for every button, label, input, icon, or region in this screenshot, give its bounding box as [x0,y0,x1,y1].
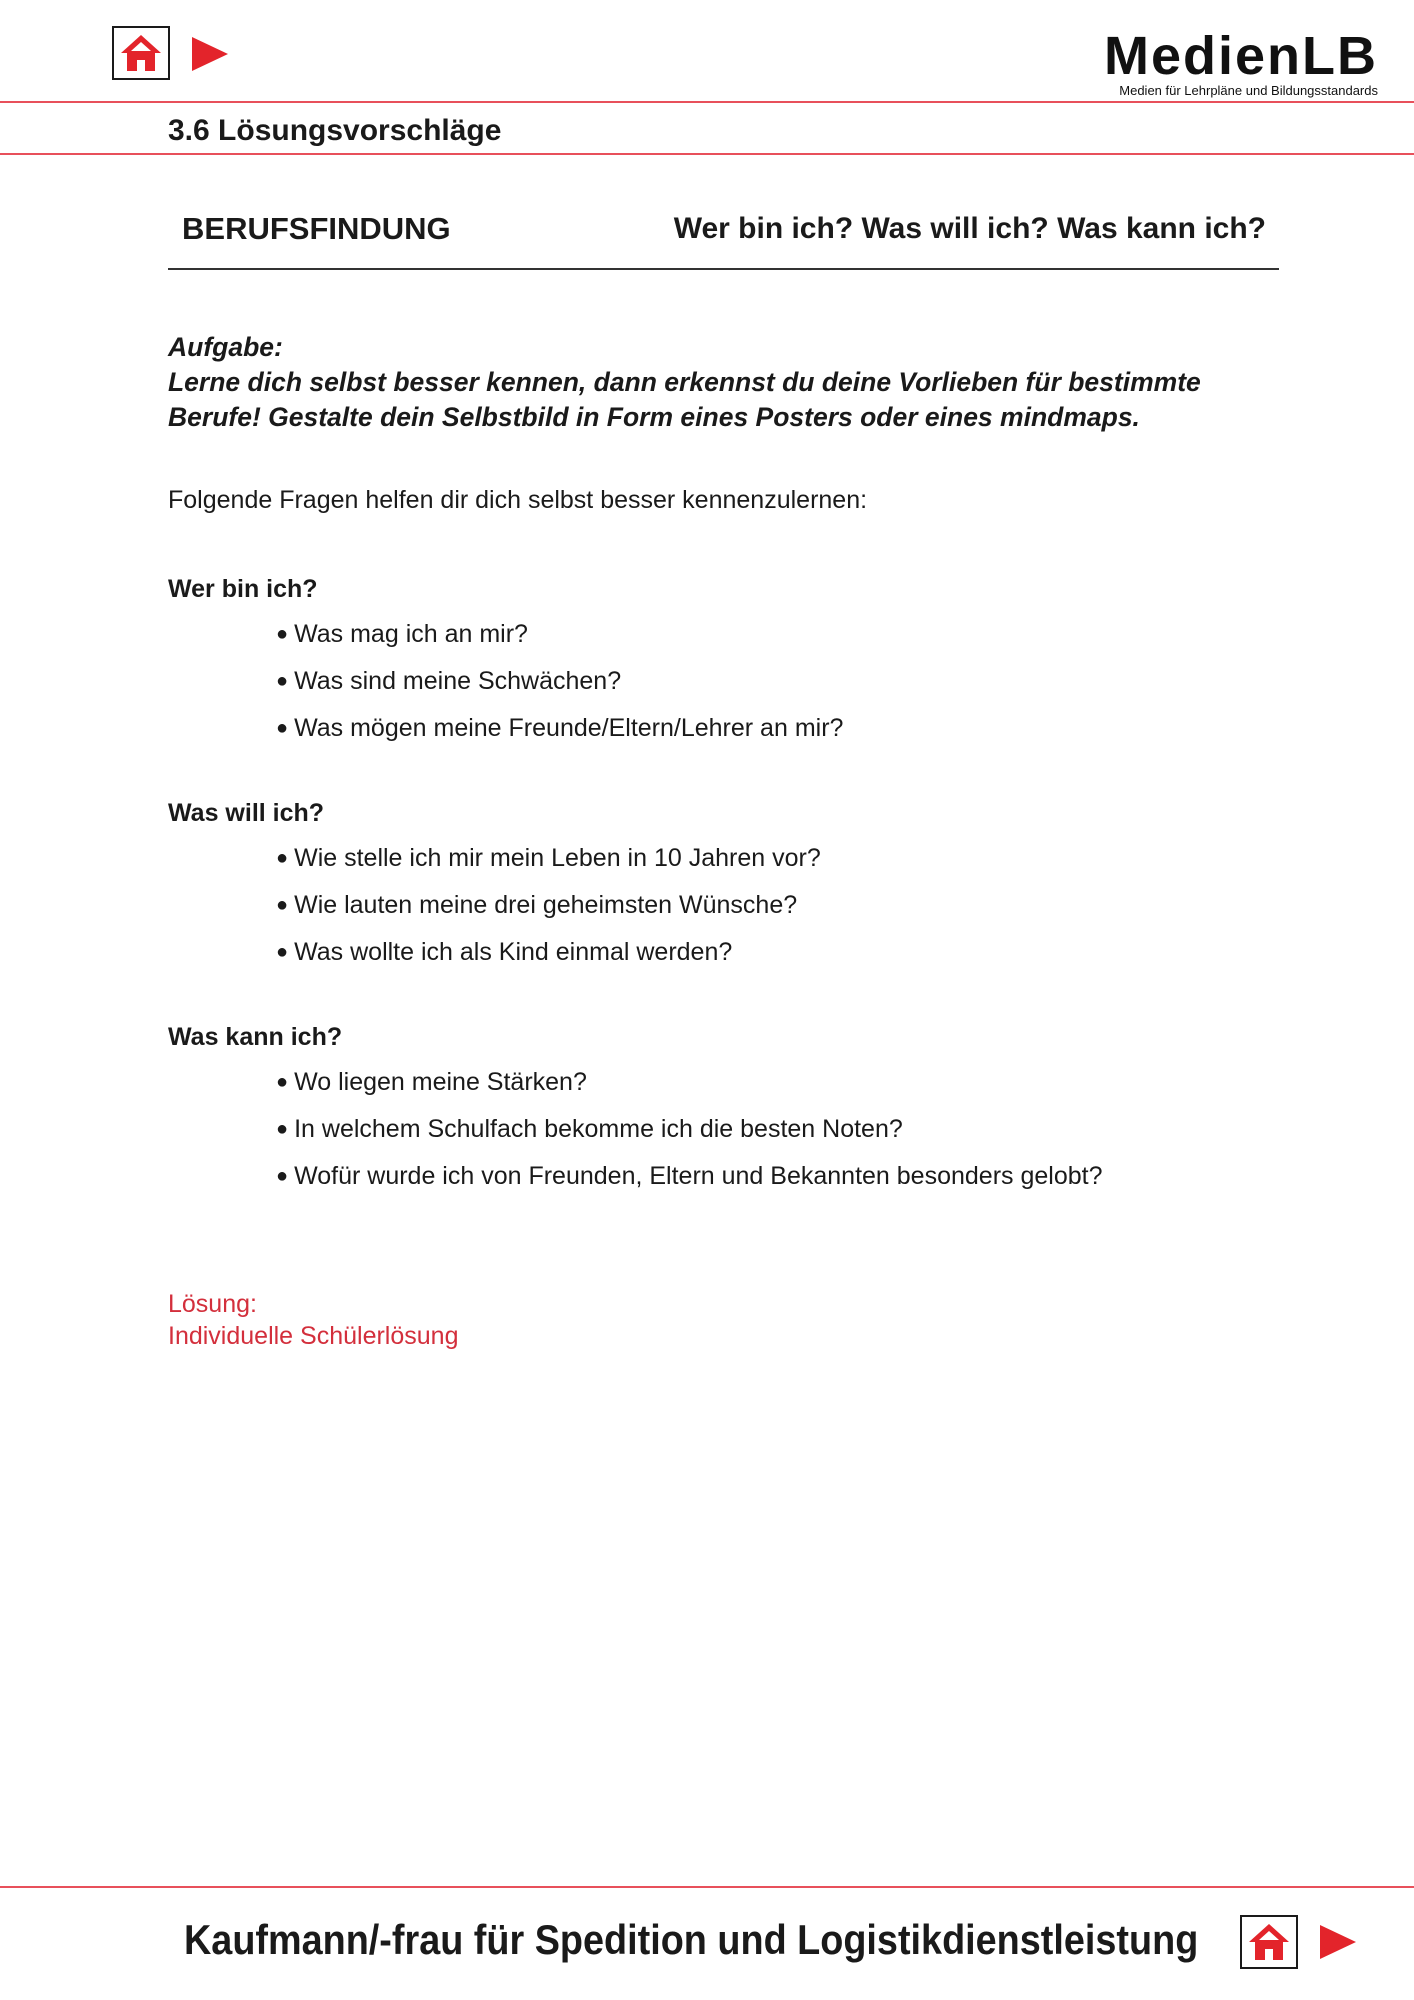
home-icon [1247,1922,1291,1962]
topic-title: BERUFSFINDUNG [182,211,451,246]
home-button[interactable] [112,26,170,80]
footer-next-page-button[interactable] [1318,1924,1358,1960]
footer-title: Kaufmann/-frau für Spedition und Logistikdienstleistung [184,1916,1199,1963]
list-item: ● Was wollte ich als Kind einmal werden? [276,930,821,977]
list-item: ● Was sind meine Schwächen? [276,659,843,706]
home-icon [119,33,163,73]
play-arrow-icon [192,37,228,71]
list-item: ● Wo liegen meine Stärken? [276,1060,1102,1107]
footer-home-button[interactable] [1240,1915,1298,1969]
question-heading: Was kann ich? [168,1023,343,1051]
list-item: ● Wie stelle ich mir mein Leben in 10 Jahren vor? [276,836,821,883]
solution-text: Individuelle Schülerlösung [168,1322,459,1350]
list-item: ● Was mögen meine Freunde/Eltern/Lehrer an mir? [276,706,843,753]
play-arrow-icon [1320,1925,1356,1959]
task-block [168,330,1288,435]
topic-questions: Wer bin ich? Was will ich? Was kann ich? [673,212,1266,245]
question-list [276,1060,1102,1201]
question-list [276,612,843,753]
question-heading: Was will ich? [168,799,325,827]
list-item: ● Wofür wurde ich von Freunden, Eltern und Bekannten besonders gelobt? [276,1154,1102,1201]
next-page-button[interactable] [190,36,230,72]
header-rule-top [0,101,1414,103]
list-item: ● Was mag ich an mir? [276,612,843,659]
solution-label: Lösung: [168,1290,257,1318]
list-item: ● Wie lauten meine drei geheimsten Wünsche? [276,883,821,930]
task-label: Aufgabe: [168,332,283,362]
list-item: ● In welchem Schulfach bekomme ich die besten Noten? [276,1107,1102,1154]
question-heading: Wer bin ich? [168,575,318,603]
task-line-1: Lerne dich selbst besser kennen, dann erkennst du deine Vorlieben für bestimmte [168,367,1201,397]
intro-text: Folgende Fragen helfen dir dich selbst besser kennenzulernen: [168,486,868,514]
logo-title: MedienLB [1103,26,1378,86]
logo-subtitle: Medien für Lehrpläne und Bildungsstandards [1119,83,1378,98]
question-list [276,836,821,977]
footer-rule [0,1886,1414,1888]
task-line-2: Berufe! Gestalte dein Selbstbild in Form eines Posters oder eines mindmaps. [168,402,1140,432]
topic-divider [168,268,1279,270]
solution-block [168,1288,458,1352]
section-title: 3.6 Lösungsvorschläge [168,114,502,147]
medienlb-logo [1104,28,1378,98]
header-rule-bottom [0,153,1414,155]
